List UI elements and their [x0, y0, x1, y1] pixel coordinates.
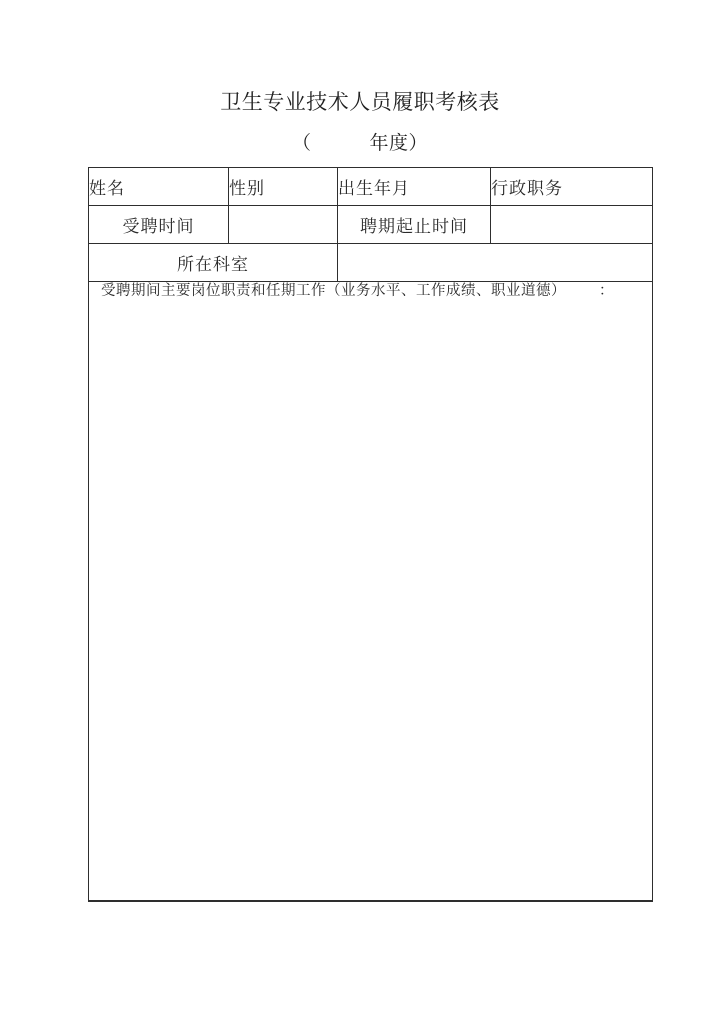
row-duty-section — [89, 282, 653, 902]
term-period-label-cell: 聘期起止时间 — [338, 206, 491, 244]
department-value-cell — [338, 244, 653, 282]
gender-label-cell: 性别 — [229, 168, 338, 206]
birth-date-label-cell: 出生年月 — [338, 168, 491, 206]
year-line — [0, 134, 720, 153]
hire-time-label-cell: 受聘时间 — [89, 206, 229, 244]
name-label-cell: 姓名 — [89, 168, 229, 206]
duty-heading-line — [89, 282, 652, 302]
year-blank-space — [312, 148, 370, 149]
duty-section-cell — [89, 282, 653, 902]
hire-time-value-cell — [229, 206, 338, 244]
term-period-value-cell — [491, 206, 653, 244]
row-employment — [89, 206, 653, 244]
row-department — [89, 244, 653, 282]
year-open-paren: （ — [291, 133, 312, 154]
duty-section-colon: ： — [599, 283, 614, 299]
department-label-cell: 所在科室 — [89, 244, 338, 282]
year-close-text: 年度） — [369, 133, 429, 154]
row-basic-info — [89, 168, 653, 206]
admin-post-label-cell: 行政职务 — [491, 168, 653, 206]
duty-section-label: 受聘期间主要岗位职责和任期工作（业务水平、工作成绩、职业道德） — [101, 283, 566, 299]
page-title: 卫生专业技术人员履职考核表 — [220, 90, 500, 114]
assessment-form-table — [88, 167, 653, 902]
